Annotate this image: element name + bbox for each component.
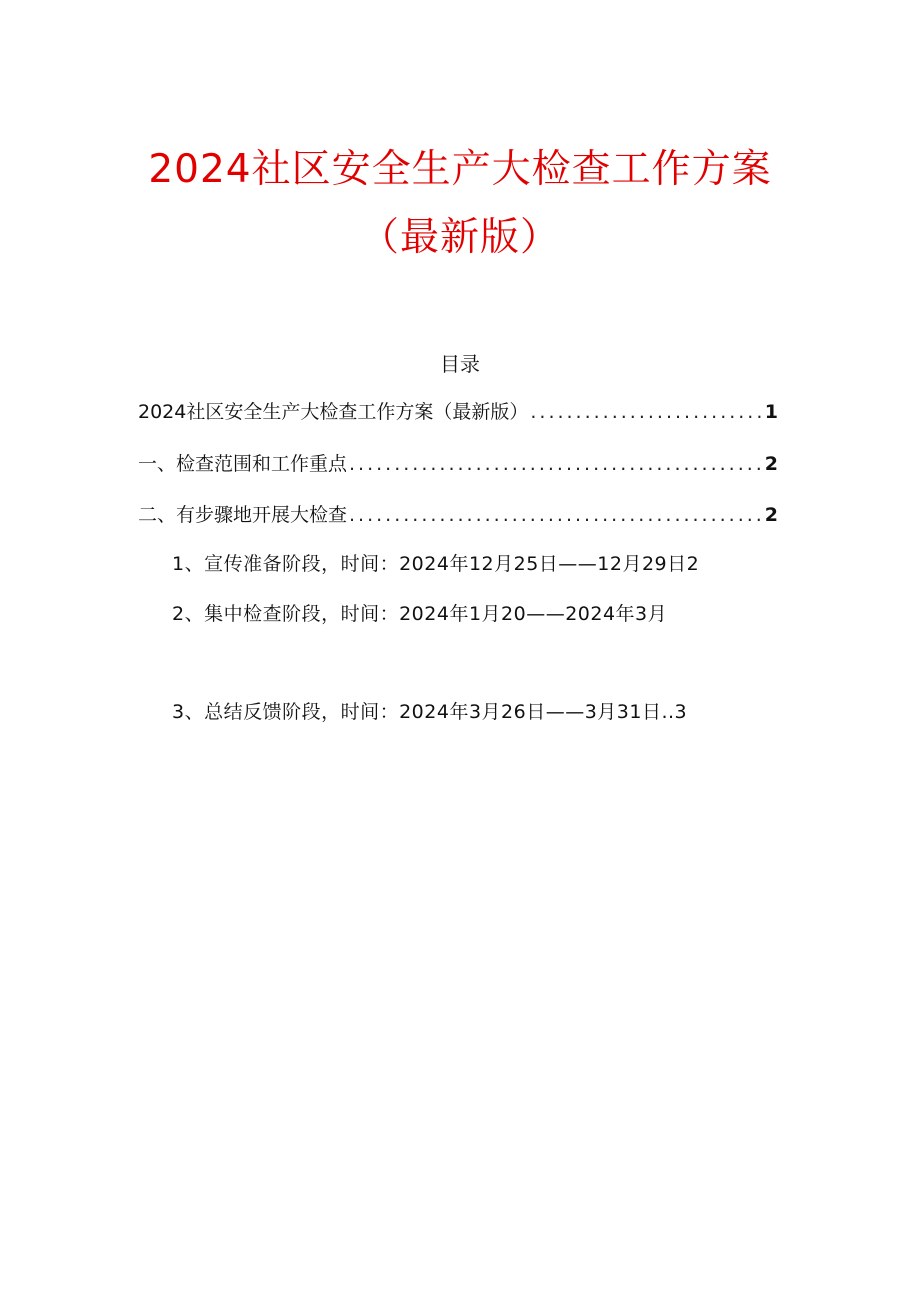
toc-entry-page: 2 [764,504,778,526]
toc-sub-entry[interactable]: 1、宣传准备阶段，时间：2024年12月25日——12月29日2 [172,553,700,575]
toc-entry[interactable] [138,449,778,479]
toc-entry-label: 二、有步骤地开展大检查 [138,504,348,526]
toc-leader-dots [349,453,763,475]
toc-entry-label: 2024社区安全生产大检查工作方案（最新版） [138,401,529,423]
toc-entry-page: 1 [764,401,778,423]
toc-entry[interactable] [138,500,778,530]
toc-leader-dots [349,504,763,526]
document-title-edition: （最新版） [359,215,560,260]
toc-entry[interactable] [138,397,778,427]
toc-entry-label: 一、检查范围和工作重点 [138,453,348,475]
toc-entry-page: 2 [764,453,778,475]
toc-sub-entry[interactable]: 3、总结反馈阶段，时间：2024年3月26日——3月31日..3 [172,701,688,723]
toc-sub-entry[interactable]: 2、集中检查阶段，时间：2024年1月20——2024年3月 [172,603,668,625]
document-title: 2024社区安全生产大检查工作方案 [148,147,772,192]
toc-leader-dots [530,401,762,423]
toc-heading: 目录 [440,352,480,376]
